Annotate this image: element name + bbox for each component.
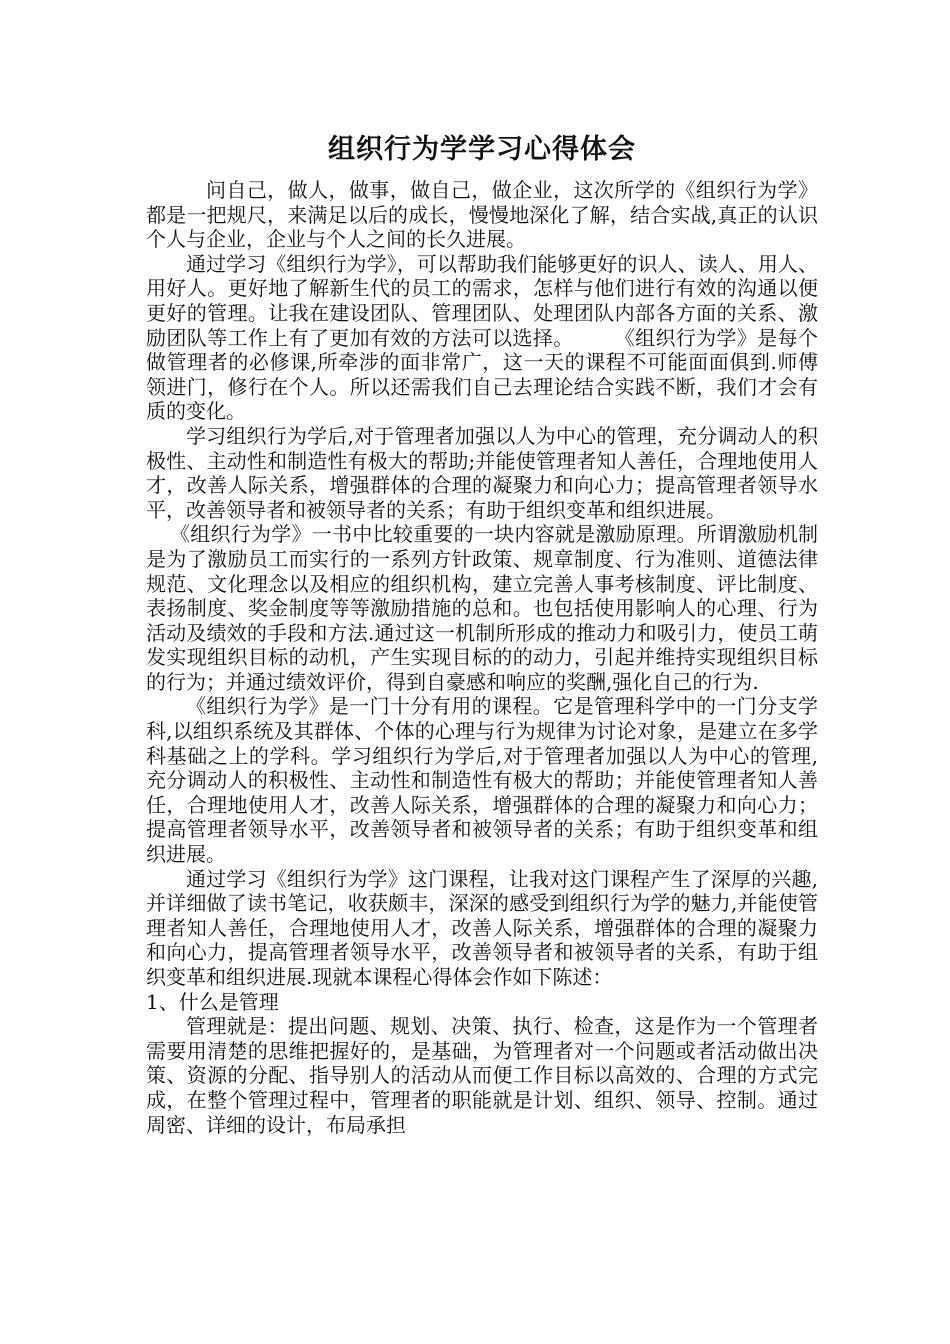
document-page [146, 128, 818, 1137]
document-title: 组织行为学学习心得体会 [328, 134, 636, 165]
paragraph-what-is-management: 管理就是：提出问题、规划、决策、执行、检查，这是作为一个管理者需要用清楚的思维把握好的，是基础，为管理者对一个问题或者活动做出决策、资源的分配、指导别人的活动从而便工作目标以高效的、合理的方式完成，在整个管理过程中，管理者的职能就是计划、组织、领导、控制。通过周密、详细的设计，布局承担 [146, 1014, 818, 1137]
paragraph-course-interest: 通过学习《组织行为学》这门课程，让我对这门课程产生了深厚的兴趣,并详细做了读书笔记，收获颇丰，深深的感受到组织行为学的魅力,并能使管理者知人善任，合理地使用人才，改善人际关系，增强群体的合理的凝聚力和向心力，提高管理者领导水平，改善领导者和被领导者的关系，有助于组织变革和组织进展.现就本课程心得体会作如下陈述： [146, 866, 818, 989]
paragraph-learning-benefits: 通过学习《组织行为学》，可以帮助我们能够更好的识人、读人、用人、用好人。更好地了解新生代的员工的需求，怎样与他们进行有效的沟通以便更好的管理。让我在建设团队、管理团队、处理团队内部各方面的关系、激励团队等工作上有了更加有效的方法可以选择。 《组织行为学》是每个做管理者的必修课,所牵涉的面非常广，这一天的课程不可能面面俱到.师傅领进门，修行在个人。所以还需我们自己去理论结合实践不断，我们才会有质的变化。 [146, 251, 818, 424]
paragraph-management-help: 学习组织行为学后,对于管理者加强以人为中心的管理，充分调动人的积极性、主动性和制造性有极大的帮助;并能使管理者知人善任，合理地使用人才，改善人际关系，增强群体的合理的凝聚力和向心力；提高管理者领导水平，改善领导者和被领导者的关系；有助于组织变革和组织进展。 [146, 423, 818, 522]
paragraph-course-overview: 《组织行为学》是一门十分有用的课程。它是管理科学中的一门分支学科,以组织系统及其群体、个体的心理与行为规律为讨论对象，是建立在多学科基础之上的学科。学习组织行为学后,对于管理者加强以人为中心的管理,充分调动人的积极性、主动性和制造性有极大的帮助；并能使管理者知人善任，合理地使用人才，改善人际关系，增强群体的合理的凝聚力和向心力；提高管理者领导水平，改善领导者和被领导者的关系；有助于组织变革和组织进展。 [146, 694, 818, 867]
paragraph-intro: 问自己，做人，做事，做自己，做企业，这次所学的《组织行为学》都是一把规尺，来满足以后的成长，慢慢地深化了解，结合实战,真正的认识个人与企业，企业与个人之间的长久进展。 [146, 178, 818, 252]
paragraph-motivation-principle: 《组织行为学》一书中比较重要的一块内容就是激励原理。所谓激励机制是为了激励员工而实行的一系列方针政策、规章制度、行为准则、道德法律规范、文化理念以及相应的组织机构，建立完善人事考核制度、评比制度、表扬制度、奖金制度等等激励措施的总和。也包括使用影响人的心理、行为活动及绩效的手段和方法.通过这一机制所形成的推动力和吸引力，使员工萌发实现组织目标的动机，产生实现目标的的动力，引起并维持实现组织目标的行为；并通过绩效评价，得到自豪感和响应的奖酬,强化自己的行为. [146, 522, 818, 694]
section-heading: 1、什么是管理 [146, 989, 279, 1014]
